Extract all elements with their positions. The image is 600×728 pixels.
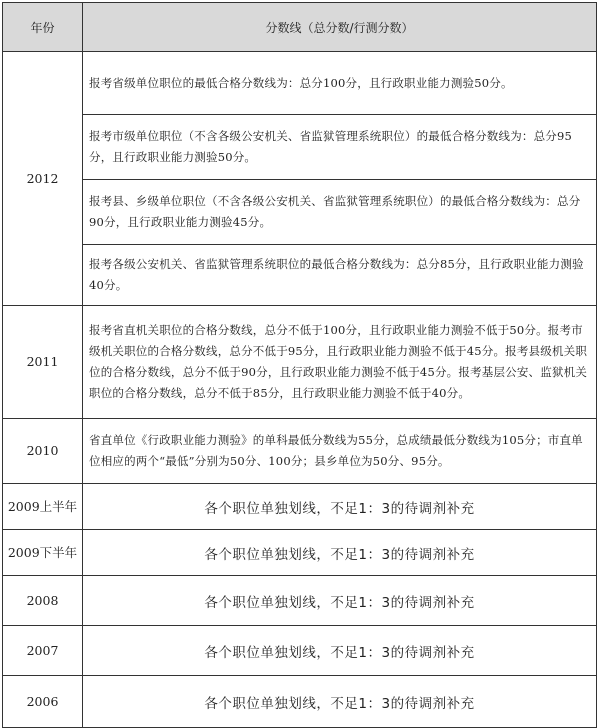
desc-cell: 各个职位单独划线，不足1：3的待调剂补充 — [83, 484, 597, 530]
desc-cell: 各个职位单独划线，不足1：3的待调剂补充 — [83, 576, 597, 626]
desc-cell: 报考各级公安机关、省监狱管理系统职位的最低合格分数线为：总分85分，且行政职业能力测验40分。 — [83, 245, 597, 306]
table-row — [3, 245, 597, 306]
year-cell: 2008 — [3, 576, 83, 626]
score-table — [2, 2, 597, 728]
desc-cell: 报考省级单位职位的最低合格分数线为：总分100分，且行政职业能力测验50分。 — [83, 52, 597, 115]
desc-cell: 各个职位单独划线，不足1：3的待调剂补充 — [83, 626, 597, 676]
year-cell-2011: 2011 — [3, 306, 83, 419]
year-cell-2010: 2010 — [3, 419, 83, 484]
table-row — [3, 484, 597, 530]
header-score: 分数线（总分数/行测分数） — [83, 3, 597, 52]
year-cell: 2009上半年 — [3, 484, 83, 530]
year-cell: 2006 — [3, 676, 83, 728]
desc-cell: 各个职位单独划线，不足1：3的待调剂补充 — [83, 676, 597, 728]
year-cell: 2007 — [3, 626, 83, 676]
table-row — [3, 626, 597, 676]
year-cell: 2009下半年 — [3, 530, 83, 576]
table-row — [3, 115, 597, 180]
table-header-row — [3, 3, 597, 52]
year-cell-2012: 2012 — [3, 52, 83, 306]
desc-cell: 报考省直机关职位的合格分数线，总分不低于100分，且行政职业能力测验不低于50分。报考市级机关职位的合格分数线，总分不低于95分，且行政职业能力测验不低于45分。报考县级机关职位的合格分数线，总分不低于90分，且行政职业能力测验不低于45分。报考基层公安、监狱机关职位的合格分数线，总分不低于85分，且行政职业能力测验不低于40分。 — [83, 306, 597, 419]
desc-cell: 报考县、乡级单位职位（不含各级公安机关、省监狱管理系统职位）的最低合格分数线为：总分90分，且行政职业能力测验45分。 — [83, 180, 597, 245]
desc-cell: 各个职位单独划线，不足1：3的待调剂补充 — [83, 530, 597, 576]
table-row — [3, 576, 597, 626]
desc-cell: 报考市级单位职位（不含各级公安机关、省监狱管理系统职位）的最低合格分数线为：总分95分，且行政职业能力测验50分。 — [83, 115, 597, 180]
table-row — [3, 306, 597, 419]
table-row — [3, 676, 597, 728]
table-row — [3, 530, 597, 576]
table-row — [3, 52, 597, 115]
desc-cell: 省直单位《行政职业能力测验》的单科最低分数线为55分，总成绩最低分数线为105分；市直单位相应的两个“最低”分别为50分、100分；县乡单位为50分、95分。 — [83, 419, 597, 484]
header-year: 年份 — [3, 3, 83, 52]
table-row — [3, 180, 597, 245]
table-row — [3, 419, 597, 484]
